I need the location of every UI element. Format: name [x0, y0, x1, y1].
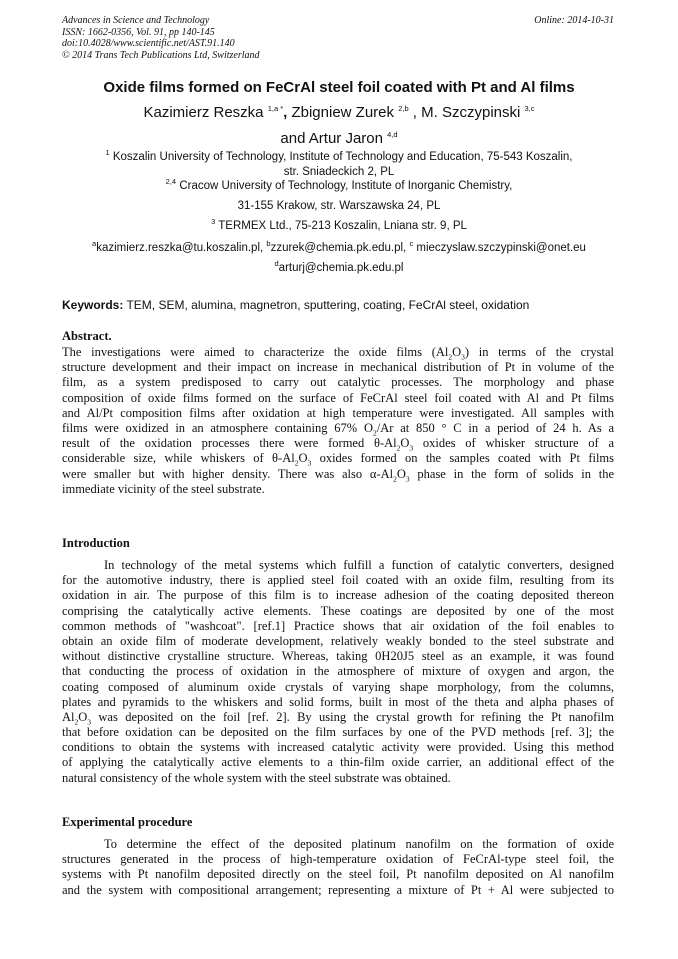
email-address: arturj@chemia.pk.edu.pl — [278, 262, 404, 274]
author-name: and Artur Jaron — [280, 130, 388, 147]
abstract-body — [62, 345, 614, 497]
author-line-2 — [0, 130, 678, 147]
text-line: structure development and their impact on increase in mechanical distribution of Pt in volume of the — [62, 360, 614, 375]
text-line: without distinctive crystalline structure. Whereas, taking 0H20J5 steel as an example, it was found — [62, 649, 614, 664]
paper-title: Oxide films formed on FeCrAl steel foil coated with Pt and Al films — [103, 79, 575, 96]
text-line: films were oxidized in an atmosphere containing 67% $O_2/Ar$ at 850 ° C in a period of 24 h. As a — [62, 420, 614, 438]
affiliation-mark: 2,4 — [165, 177, 177, 187]
author-name: Zbigniew Zurek — [291, 104, 399, 121]
author-name: M. Szczypinski — [421, 104, 525, 121]
author-affiliation-mark: 3,c — [524, 104, 535, 113]
experimental-body — [62, 837, 614, 898]
text-line: plates and pyramids to the whiskers and solid forms, built in most of the theta and alpha phases of — [62, 694, 614, 709]
affiliation-3 — [0, 217, 678, 232]
copyright-line: © 2014 Trans Tech Publications Ltd, Switzerland — [62, 49, 260, 61]
affiliation-mark: 3 — [211, 217, 216, 227]
author-affiliation-mark: 2,b — [398, 104, 409, 113]
email-line-1 — [0, 239, 678, 254]
text-line: oxidation in air. The purpose of this film is to increase adhesion of the coating deposited thereon — [62, 588, 614, 603]
affiliation-text: Cracow University of Technology, Institute of Inorganic Chemistry, — [179, 180, 513, 192]
abstract-heading: Abstract. — [62, 329, 112, 343]
email-address: mieczyslaw.szczypinski@onet.eu — [413, 242, 586, 254]
journal-name: Advances in Science and Technology — [62, 15, 210, 26]
email-mark: b — [266, 239, 271, 249]
text-line: natural consistency of the whole system with the steel substrate was obtained. — [62, 770, 451, 785]
affiliation-text: Koszalin University of Technology, Institute of Technology and Education, 75-543 Koszalin, — [112, 151, 573, 163]
text-line: of applying the catalytically active elements to a thin-film oxide carrier, an additional effect of the — [62, 755, 614, 770]
email-mark: d — [274, 259, 279, 269]
author-affiliation-mark: 1,a * — [267, 104, 284, 113]
experimental-heading: Experimental procedure — [62, 815, 193, 829]
text-line: conditions to obtain the systems with increased catalytic activity were provided. Using this method — [62, 740, 614, 755]
text-line: The investigations were aimed to characterize the oxide films $(Al_2O_3)$ in terms of the crystal — [62, 345, 614, 362]
keywords-label: Keywords: — [62, 298, 124, 312]
online-date: Online: 2014-10-31 — [534, 15, 614, 26]
text-line: and Al/Pt composition films after oxidation at high temperature were investigated. All samples with — [62, 405, 614, 420]
author-name: Kazimierz Reszka — [143, 104, 268, 121]
affiliation-1 — [0, 148, 678, 163]
affiliation-1-address: str. Sniadeckich 2, PL — [283, 166, 395, 178]
text-line: for the automotive industry, there is applied steel foil coated with an oxide film, resulting from its — [62, 573, 614, 588]
email-mark: a — [92, 239, 97, 249]
text-line: composition of oxide films formed on the surface of FeCrAl steel foil coated with Al and Pt films — [62, 390, 614, 405]
text-line: coating composed of aluminum oxide crystals of varying shape morphology, from the columns, — [62, 679, 614, 694]
text-line: obtain an oxide film of moderate development, relatively weakly bonded to the steel substrate and — [62, 633, 614, 648]
introduction-heading: Introduction — [62, 536, 130, 550]
text-line: that conducting the process of oxidation in the atmosphere of mixture of oxygen and argon, the — [62, 664, 614, 679]
text-line: result of the oxidation processes there were formed $\theta-Al_2O_3$ oxides of whisker structure of a — [62, 436, 614, 453]
keywords — [62, 298, 529, 312]
text-line: and the system with compositional arrangement; representing a mixture of Pt + Al were subjected to — [62, 882, 614, 897]
email-address: kazimierz.reszka@tu.koszalin.pl, — [96, 242, 267, 254]
affiliation-2 — [0, 177, 678, 192]
email-address: zzurek@chemia.pk.edu.pl, — [270, 242, 410, 254]
text-line: To determine the effect of the deposited platinum nanofilm on the formation of oxide — [104, 837, 614, 851]
text-line: film, as a system predisposed to carry out catalytic processes. The morphology and phase — [62, 375, 614, 390]
email-mark: c — [409, 239, 414, 249]
text-line: In technology of the metal systems which fulfill a function of catalytic converters, designed — [104, 558, 614, 572]
affiliation-2-address: 31-155 Krakow, str. Warszawska 24, PL — [237, 200, 441, 212]
introduction-body — [62, 558, 614, 786]
text-line: that before oxidation can be deposited on the film surfaces by one of the PVD methods [ref. 3]; the — [62, 725, 614, 740]
text-line: were smaller but with higher density. There was also $\alpha-Al_2O_3$ phase in the form of solids in the — [62, 466, 614, 483]
issn-line: ISSN: 1662-0356, Vol. 91, pp 140-145 — [62, 26, 215, 38]
text-line: structures generated in the process of high-temperature oxidation of FeCrAl-type steel foil, the — [62, 852, 614, 867]
text-line: considerable size, while whiskers of $\theta-Al_2O_3$ oxides formed on the samples coated with Pt films — [62, 451, 615, 468]
author-affiliation-mark: 4,d — [387, 130, 398, 139]
email-line-2 — [0, 259, 678, 274]
affiliation-text: TERMEX Ltd., 75-213 Koszalin, Lniana str. 9, PL — [218, 220, 467, 232]
doi-line: doi:10.4028/www.scientific.net/AST.91.140 — [62, 38, 235, 49]
author-line-1: Kazimierz Reszka $^{1,a *}$, Zbigniew Zurek $^{2,b}$ , M. Szczypinski $^{3,c}$ — [143, 104, 535, 121]
keywords-text: TEM, SEM, alumina, magnetron, sputtering, coating, FeCrAl steel, oxidation — [123, 298, 530, 312]
text-line: systems with Pt nanofilm deposited directly on the steel foil, Pt nanofilm deposited on Al nanofilm — [62, 867, 614, 882]
text-line: immediate vicinity of the steel substrate. — [62, 481, 265, 496]
affiliation-mark: 1 — [105, 148, 110, 158]
text-line: $Al_2O_3$ was deposited on the foil [ref. 2]. By using the crystal growth for refining the Pt nanofilm — [62, 709, 614, 727]
text-line: common methods of "washcoat". [ref.1] Practice shows that air oxidation of the foil enables to — [62, 618, 614, 633]
text-line: comprising the catalytically active elements. These coatings are deposited by one of the most — [62, 603, 614, 618]
